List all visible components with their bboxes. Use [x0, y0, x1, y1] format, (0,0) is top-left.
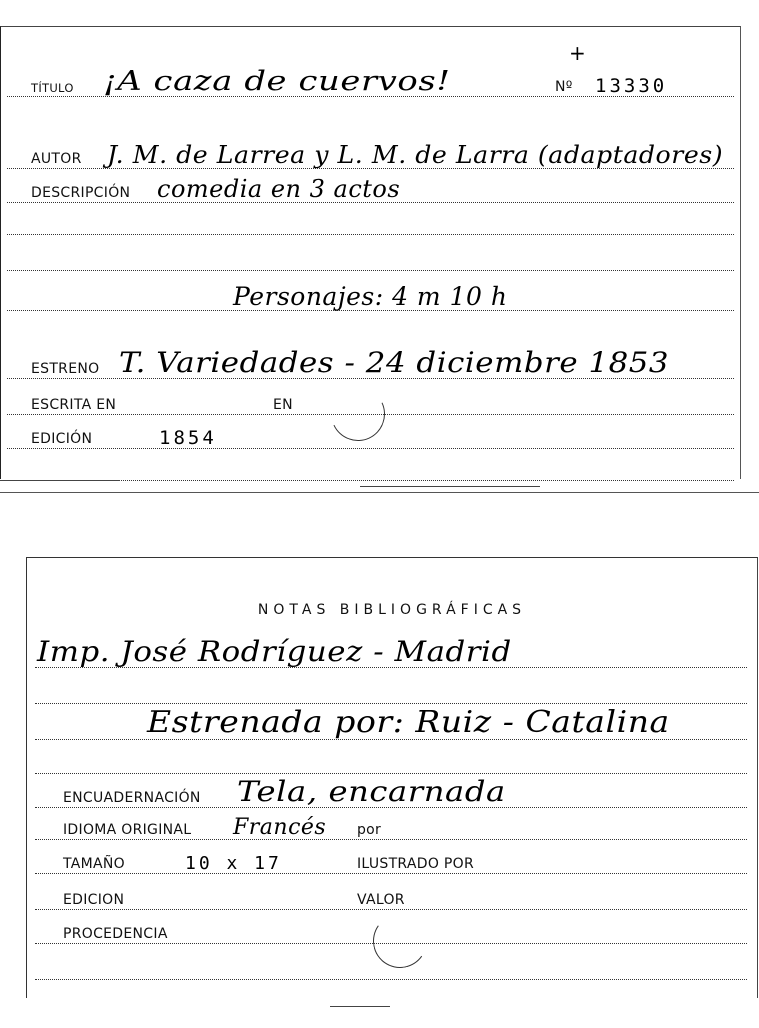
card-edge-fragment: [330, 1006, 390, 1007]
cross-mark: +: [569, 41, 586, 65]
personajes-row: [7, 281, 734, 311]
estreno-label: ESTRENO: [31, 361, 100, 377]
notas-heading: NOTAS BIBLIOGRÁFICAS: [257, 602, 527, 618]
dotted-line: [35, 773, 747, 774]
card-edge-fragment: [360, 486, 540, 487]
dotted-line: [35, 979, 747, 980]
dotted-line: [7, 270, 734, 271]
card-edge-fragment: [0, 480, 120, 481]
escrita-en-label: ESCRITA EN: [31, 397, 117, 413]
blank-row: [7, 451, 734, 481]
tamano-label: TAMAÑO: [63, 856, 125, 872]
idioma-row: [35, 810, 747, 840]
personajes-value: Personajes: 4 m 10 h: [233, 282, 508, 311]
edicion-back-label: EDICION: [63, 892, 125, 908]
note-line-2: Estrenada por: Ruiz - Catalina: [147, 705, 670, 740]
estreno-row: [7, 346, 734, 379]
blank-row: [7, 241, 734, 271]
ilustrado-label: ILUSTRADO POR: [357, 856, 474, 872]
catalog-card-back: [26, 557, 758, 998]
blank-row: [35, 744, 747, 774]
encuadernacion-value: Tela, encarnada: [237, 775, 506, 808]
por-label: por: [357, 822, 382, 838]
dotted-line: [35, 703, 747, 704]
idioma-value: Francés: [233, 815, 327, 840]
descripcion-row: [7, 173, 734, 203]
autor-label: AUTOR: [31, 151, 82, 167]
tamano-value: 10 x 17: [185, 853, 282, 874]
edicion-label: EDICIÓN: [31, 431, 93, 447]
edicion-back-row: [35, 880, 747, 910]
encuadernacion-label: ENCUADERNACIÓN: [63, 790, 201, 806]
dotted-line: [35, 909, 747, 910]
dotted-line: [35, 839, 747, 840]
blank-row: [35, 674, 747, 704]
note-row-2: [35, 705, 747, 740]
note-row-1: [35, 635, 747, 668]
numero-value: 13330: [595, 75, 668, 97]
autor-value: J. M. de Larrea y L. M. de Larra (adaptadores): [107, 141, 724, 169]
descripcion-label: DESCRIPCIÓN: [31, 185, 131, 201]
titulo-label: TÍTULO: [31, 81, 74, 95]
note-line-1: Imp. José Rodríguez - Madrid: [37, 635, 512, 668]
numero-label: Nº: [555, 79, 573, 95]
edicion-value: 1854: [159, 427, 217, 449]
dotted-line: [7, 234, 734, 235]
en-label: EN: [273, 397, 293, 413]
valor-label: VALOR: [357, 892, 405, 908]
estreno-value: T. Variedades - 24 diciembre 1853: [119, 346, 670, 379]
dotted-line: [35, 873, 747, 874]
dotted-line: [7, 448, 734, 449]
encuadernacion-row: [35, 775, 747, 808]
blank-row: [7, 205, 734, 235]
descripcion-value: comedia en 3 actos: [157, 175, 401, 203]
catalog-card-front: [0, 26, 741, 479]
card-separator: [0, 492, 759, 493]
idioma-label: IDIOMA ORIGINAL: [63, 822, 192, 838]
tamano-row: [35, 844, 747, 874]
titulo-value: ¡A caza de cuervos!: [103, 66, 451, 97]
procedencia-label: PROCEDENCIA: [63, 926, 168, 942]
autor-row: [7, 139, 734, 169]
titulo-row: [7, 67, 734, 97]
